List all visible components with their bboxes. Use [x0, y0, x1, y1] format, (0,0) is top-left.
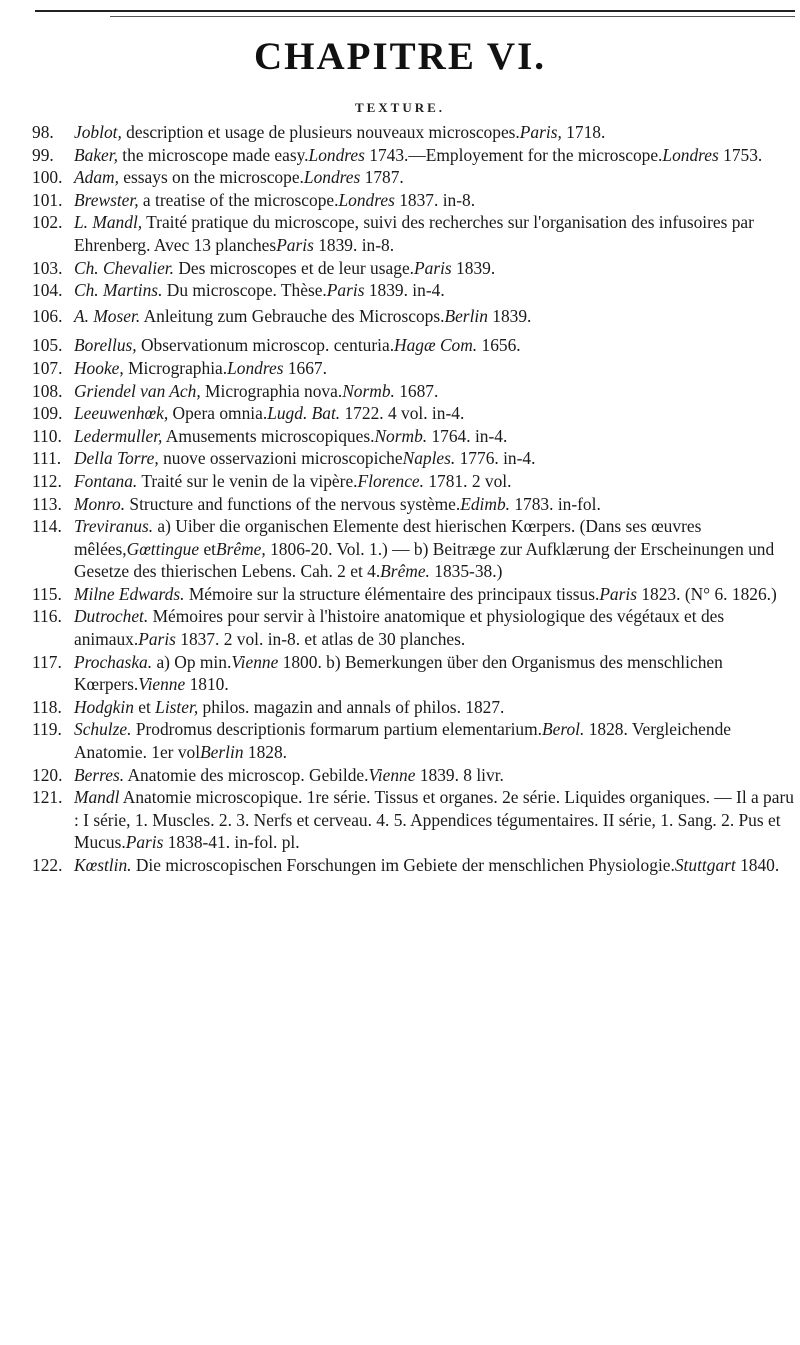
entry-publication: 1783. in-fol. — [510, 493, 601, 514]
entry-number: 116. — [32, 606, 62, 627]
entry-description: Structure and functions of the nervous système. — [125, 493, 461, 514]
entry-publication: 1839. — [451, 257, 496, 278]
bibliography-entry — [32, 447, 794, 470]
entry-text — [74, 166, 794, 189]
entry-description: Anatomie des microscop. Gebilde. — [124, 764, 369, 785]
bibliography-entry — [32, 402, 794, 425]
entry-number: 103. — [32, 257, 63, 278]
entry-place: Normb. — [342, 380, 395, 401]
bibliography-entry — [32, 764, 794, 787]
entry-place: Brême, — [216, 538, 266, 559]
entry-description: Micrographia. — [123, 357, 228, 378]
entry-author: Ch. Chevalier. — [74, 257, 174, 278]
bibliography-entry — [32, 470, 794, 493]
bibliography-entry — [32, 651, 794, 696]
entry-publication: et — [199, 538, 217, 559]
bibliography-entry — [32, 718, 794, 763]
entry-number: 106. — [32, 305, 63, 326]
entry-author: Griendel van Ach, — [74, 380, 201, 401]
entry-author: Hodgkin — [74, 696, 134, 717]
entry-author: Dutrochet. — [74, 606, 149, 627]
entry-place: Paris — [599, 583, 637, 604]
entry-description: Amusements microscopiques. — [162, 425, 375, 446]
entry-publication: 1718. — [561, 122, 606, 142]
entry-publication: 1839. — [487, 305, 532, 326]
entry-text — [74, 447, 794, 470]
entry-author: Adam, — [74, 167, 119, 188]
entry-description: Die microscopischen Forschungen im Gebiete der menschlichen Physiologie. — [131, 855, 675, 875]
entry-description: Traité sur le venin de la vipère. — [137, 470, 358, 491]
entry-place: Londres — [303, 167, 361, 188]
entry-number: 113. — [32, 493, 62, 514]
entry-number: 99. — [32, 144, 54, 165]
entry-author: Ch. Martins. — [74, 280, 163, 301]
entry-publication: philos. magazin and annals of philos. 1827. — [198, 696, 505, 717]
entry-author: Treviranus. — [74, 516, 154, 537]
entry-text — [74, 470, 794, 493]
entry-author: Kœstlin. — [74, 855, 132, 875]
entry-description: et — [133, 696, 156, 717]
entry-text — [74, 357, 794, 380]
entry-description: description et usage de plusieurs nouveaux microscopes. — [121, 122, 520, 142]
bibliography-entry — [32, 121, 794, 144]
entry-place: Gœttingue — [126, 538, 200, 559]
entry-text — [74, 605, 794, 650]
entry-place: Naples. — [402, 448, 456, 469]
entry-description: Anleitung zum Gebrauche des Microscops. — [140, 305, 445, 326]
entry-place: Stuttgart — [674, 855, 736, 875]
entry-publication: 1787. — [360, 167, 404, 188]
entry-text — [74, 257, 794, 280]
entry-description: Opera omnia. — [168, 403, 268, 424]
entry-place: Vienne — [138, 674, 186, 695]
entry-text — [74, 718, 794, 763]
bibliography-entry — [32, 166, 794, 189]
bibliography-entry — [32, 425, 794, 448]
bibliography-list — [32, 121, 794, 877]
bibliography-entry — [32, 605, 794, 650]
entry-description: Mémoire sur la structure élémentaire des principaux tissus. — [184, 583, 600, 604]
entry-text — [74, 786, 794, 854]
entry-number: 122. — [32, 855, 63, 875]
entry-publication: 1776. in-4. — [455, 448, 536, 469]
entry-publication: 1838-41. in-fol. pl. — [163, 832, 300, 853]
entry-number: 101. — [32, 189, 63, 210]
entry-publication: 1687. — [394, 380, 439, 401]
entry-description: a) Op min. — [152, 651, 232, 672]
entry-place: Paris, — [519, 122, 562, 142]
bibliography-entry — [32, 696, 794, 719]
entry-description: Traité pratique du microscope, suivi des recherches sur l'organisation des infusoires par Ehrenberg. Avec 13 planches — [74, 212, 754, 255]
entry-place: Berol. — [542, 719, 585, 740]
bibliography-entry — [32, 583, 794, 606]
entry-author: Della Torre, — [74, 448, 159, 469]
entry-description: essays on the microscope. — [118, 167, 304, 188]
entry-number: 108. — [32, 380, 63, 401]
entry-author: Leeuwenhœk, — [74, 403, 169, 424]
entry-number: 105. — [32, 335, 63, 356]
entry-publication: 1656. — [477, 335, 521, 356]
entry-text — [74, 515, 794, 583]
entry-publication: 1839. in-4. — [364, 280, 445, 301]
bibliography-entry — [32, 357, 794, 380]
entry-publication: 1823. (N° 6. 1826.) — [637, 583, 777, 604]
entry-place: Florence. — [357, 470, 424, 491]
entry-place: Londres — [338, 189, 395, 210]
bibliography-entry — [32, 211, 794, 256]
entry-number: 102. — [32, 212, 63, 233]
entry-place: Paris — [138, 629, 176, 650]
top-rule — [35, 10, 795, 12]
entry-number: 109. — [32, 403, 63, 424]
entry-place: Berlin — [200, 742, 244, 763]
entry-publication: 1839. 8 livr. — [415, 764, 504, 785]
entry-place: Berlin — [444, 305, 488, 326]
entry-number: 119. — [32, 719, 62, 740]
entry-description: Anatomie microscopique. 1re série. Tissus et organes. 2e série. Liquides organiques. — Il a paru : I série, 1. Muscles. 2. 3. Nerfs et cerveau. 4. 5. Appendices tégumentaires. II série, 1. Sang. 2. Pus et Mucus. — [74, 787, 794, 853]
entry-text — [74, 583, 794, 606]
entry-publication: 1840. — [735, 855, 780, 875]
entry-text — [74, 696, 794, 719]
entry-author: L. Mandl, — [74, 212, 143, 233]
entry-description: Micrographia nova. — [200, 380, 343, 401]
entry-text — [74, 854, 794, 877]
entry-publication: 1835-38.) — [429, 561, 503, 582]
entry-place: Paris — [414, 257, 452, 278]
entry-author: Baker, — [74, 144, 118, 165]
entry-text — [74, 402, 794, 425]
entry-author: Hooke, — [74, 357, 124, 378]
entry-author: Ledermuller, — [74, 425, 163, 446]
entry-place: Paris — [125, 832, 164, 853]
entry-number: 117. — [32, 651, 62, 672]
entry-number: 111. — [32, 448, 62, 469]
entry-description: Mémoires pour servir à l'histoire anatomique et physiologique des végétaux et des animaux. — [74, 606, 725, 650]
entry-place: Londres — [662, 144, 719, 165]
entry-author: Schulze. — [74, 719, 132, 740]
entry-description: Observationum microscop. centuria. — [136, 335, 395, 356]
entry-author: Mandl — [74, 787, 120, 808]
chapter-title: CHAPITRE VI. — [254, 35, 546, 78]
entry-text — [74, 305, 794, 328]
entry-place: Vienne — [368, 764, 416, 785]
bibliography-entry — [32, 305, 794, 328]
bibliography-entry — [32, 257, 794, 280]
entry-author: Fontana. — [74, 470, 138, 491]
entry-text — [74, 211, 794, 256]
bibliography-entry — [32, 334, 794, 357]
entry-text — [74, 334, 794, 357]
section-title: TEXTURE. — [354, 100, 446, 115]
entry-number: 121. — [32, 787, 63, 808]
entry-number: 114. — [32, 516, 62, 537]
entry-number: 110. — [32, 425, 62, 446]
entry-number: 115. — [32, 583, 62, 604]
entry-publication: 1743.—Employement for the microscope. — [364, 144, 663, 165]
entry-description: a) Uiber die organischen Elemente dest hierischen Kœrpers. (Dans ses œuvres mêlées, — [74, 516, 702, 559]
entry-description: Prodromus descriptionis formarum partium elementarium. — [131, 719, 543, 740]
entry-description: a treatise of the microscope. — [138, 189, 339, 210]
entry-text — [74, 144, 794, 167]
entry-author: Joblot, — [74, 122, 122, 142]
entry-author: Prochaska. — [74, 651, 153, 672]
entry-author: A. Moser. — [74, 305, 141, 326]
entry-place: Hagæ Com. — [394, 335, 478, 356]
entry-text — [74, 380, 794, 403]
entry-author: Monro. — [74, 493, 126, 514]
entry-publication: 1806-20. Vol. 1.) — b) Beitræge zur Aufklærung der Erscheinungen und Gesetze des thierischen Lebens. Cah. 2 et 4. — [74, 538, 775, 582]
bibliography-entry — [32, 493, 794, 516]
entry-place: Londres — [308, 144, 365, 165]
entry-text — [74, 189, 794, 212]
entry-description: Des microscopes et de leur usage. — [174, 257, 415, 278]
bibliography-entry — [32, 380, 794, 403]
entry-publication: 1828. Vergleichende Anatomie. 1er vol — [74, 719, 732, 763]
entry-author: Borellus, — [74, 335, 137, 356]
entry-publication: 1837. 2 vol. in-8. et atlas de 30 planches. — [175, 629, 466, 650]
entry-number: 112. — [32, 470, 62, 491]
entry-place: Brême. — [380, 561, 430, 582]
entry-text — [74, 279, 794, 302]
entry-publication: 1839. in-8. — [313, 234, 395, 255]
entry-publication: 1667. — [283, 357, 327, 378]
entry-text — [74, 121, 794, 144]
entry-author: Berres. — [74, 764, 125, 785]
entry-place: Londres — [227, 357, 284, 378]
entry-number: 104. — [32, 280, 63, 301]
entry-number: 100. — [32, 167, 63, 188]
bibliography-entry — [32, 515, 794, 583]
top-rule-thin — [110, 16, 795, 17]
bibliography-entry — [32, 854, 794, 877]
entry-text — [74, 493, 794, 516]
entry-publication: 1800. b) Bemerkungen über den Organismus des menschlichen Kœrpers. — [74, 651, 723, 695]
bibliography-entry — [32, 279, 794, 302]
entry-publication: 1764. in-4. — [427, 425, 508, 446]
entry-text — [74, 764, 794, 787]
entry-description: nuove osservazioni microscopiche — [158, 448, 403, 469]
entry-publication: 1722. 4 vol. in-4. — [340, 403, 465, 424]
entry-publication: 1810. — [185, 674, 229, 695]
entry-place: Lister, — [155, 696, 199, 717]
entry-place: Paris — [326, 280, 365, 301]
bibliography-entry — [32, 189, 794, 212]
entry-place: Paris — [276, 234, 314, 255]
entry-number: 120. — [32, 764, 63, 785]
entry-text — [74, 651, 794, 696]
entry-description: the microscope made easy. — [117, 144, 309, 165]
entry-author: Brewster, — [74, 189, 139, 210]
entry-author: Milne Edwards. — [74, 583, 185, 604]
entry-publication: 1753. — [718, 144, 763, 165]
entry-number: 98. — [32, 122, 54, 142]
entry-place: Vienne — [231, 651, 279, 672]
entry-place: Lugd. Bat. — [267, 403, 341, 424]
entry-description: Du microscope. Thèse. — [162, 280, 327, 301]
bibliography-entry — [32, 144, 794, 167]
entry-publication: 1781. 2 vol. — [424, 470, 512, 491]
entry-publication: 1837. in-8. — [394, 189, 476, 210]
entry-publication: 1828. — [243, 742, 288, 763]
entry-number: 107. — [32, 357, 63, 378]
entry-place: Normb. — [374, 425, 428, 446]
entry-text — [74, 425, 794, 448]
entry-number: 118. — [32, 696, 62, 717]
entry-place: Edimb. — [460, 493, 510, 514]
bibliography-entry — [32, 786, 794, 854]
